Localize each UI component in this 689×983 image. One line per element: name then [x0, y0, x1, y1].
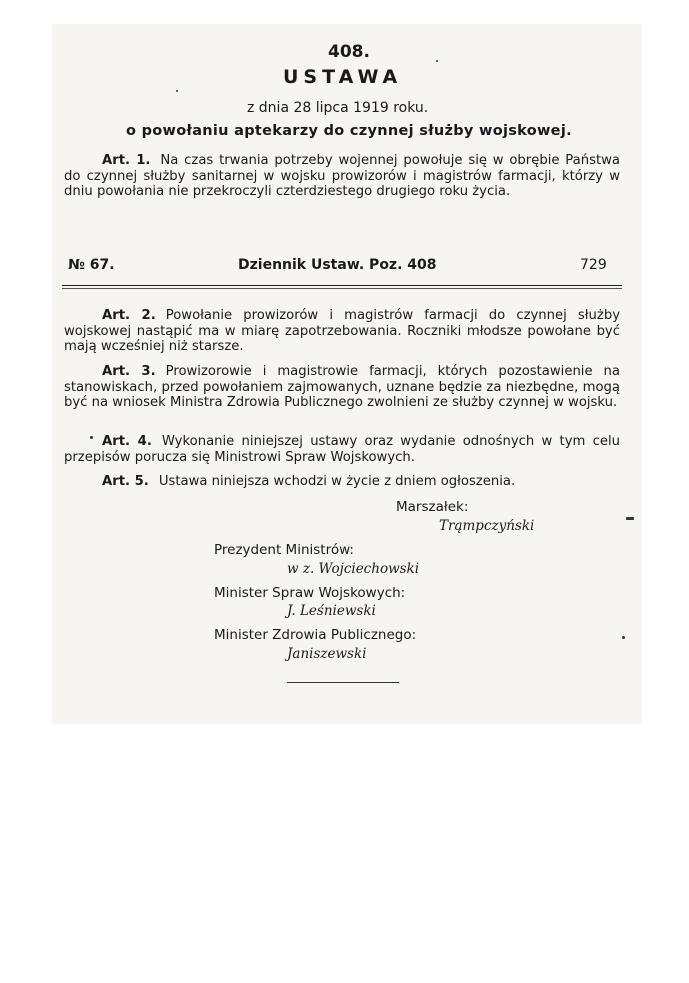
- act-number: 408.: [328, 42, 370, 62]
- article-2: [64, 308, 620, 355]
- scan-speck: [626, 517, 634, 520]
- act-title: USTAWA: [283, 66, 403, 88]
- article-2-text: Powołanie prowizorów i magistrów farmacji do czynnej służby wojskowej nastąpić ma w miarę zapotrzebowania. Roczniki młodsze powołane być mają wcześniej niż starsze.: [64, 308, 620, 355]
- closing-rule: [287, 682, 399, 683]
- scan-speck: [622, 636, 625, 639]
- signature-marszalek-role: Marszałek:: [396, 499, 469, 515]
- page-number: 729: [580, 257, 607, 273]
- signature-zdrowia-role: Minister Zdrowia Publicznego:: [214, 627, 417, 643]
- signature-spraw-name: J. Leśniewski: [287, 603, 376, 619]
- issue-number: № 67.: [68, 257, 115, 273]
- article-3-label: Art. 3.: [102, 364, 156, 379]
- header-rule-thin: [62, 288, 622, 289]
- article-1-label: Art. 1.: [102, 153, 151, 168]
- article-4: [64, 434, 620, 465]
- article-4-label: Art. 4.: [102, 434, 152, 449]
- article-3-text: Prowizorowie i magistrowie farmacji, których pozostawienie na stanowiskach, przed powołaniem zajmowanych, uznane będzie za niezbędne, mogą być na wniosek Ministra Zdrowia Publicznego zwolnieni ze służby czynnej w wojsku.: [64, 364, 620, 411]
- journal-title: Dziennik Ustaw. Poz. 408: [238, 257, 437, 273]
- article-3: [64, 364, 620, 411]
- signature-prezydent-name: w z. Wojciechowski: [287, 561, 420, 577]
- signature-zdrowia-name: Janiszewski: [287, 646, 367, 662]
- article-4-text: Wykonanie niniejszej ustawy oraz wydanie odnośnych w tym celu przepisów porucza się Ministrowi Spraw Wojskowych.: [64, 434, 620, 465]
- signature-prezydent-role: Prezydent Ministrów:: [214, 542, 354, 558]
- scan-speck: [176, 90, 178, 92]
- article-5-text: Ustawa niniejsza wchodzi w życie z dniem ogłoszenia.: [158, 474, 516, 489]
- signature-marszalek-name: Trąmpczyński: [439, 518, 535, 534]
- article-2-label: Art. 2.: [102, 308, 156, 323]
- article-1: [64, 153, 620, 200]
- scan-speck: [436, 60, 438, 62]
- act-date: z dnia 28 lipca 1919 roku.: [247, 100, 429, 116]
- signature-spraw-role: Minister Spraw Wojskowych:: [214, 585, 406, 601]
- article-5-label: Art. 5.: [102, 474, 149, 489]
- header-rule: [62, 285, 622, 286]
- act-subject: o powołaniu aptekarzy do czynnej służby wojskowej.: [126, 123, 572, 139]
- article-5: [64, 474, 620, 490]
- article-1-text: Na czas trwania potrzeby wojennej powołuje się w obrębie Państwa do czynnej służby sanitarnej w wojsku prowizorów i magistrów farmacji, którzy w dniu powołania nie przekroczyli czterdziestego drugiego roku życia.: [64, 153, 620, 200]
- scan-speck: [90, 436, 93, 439]
